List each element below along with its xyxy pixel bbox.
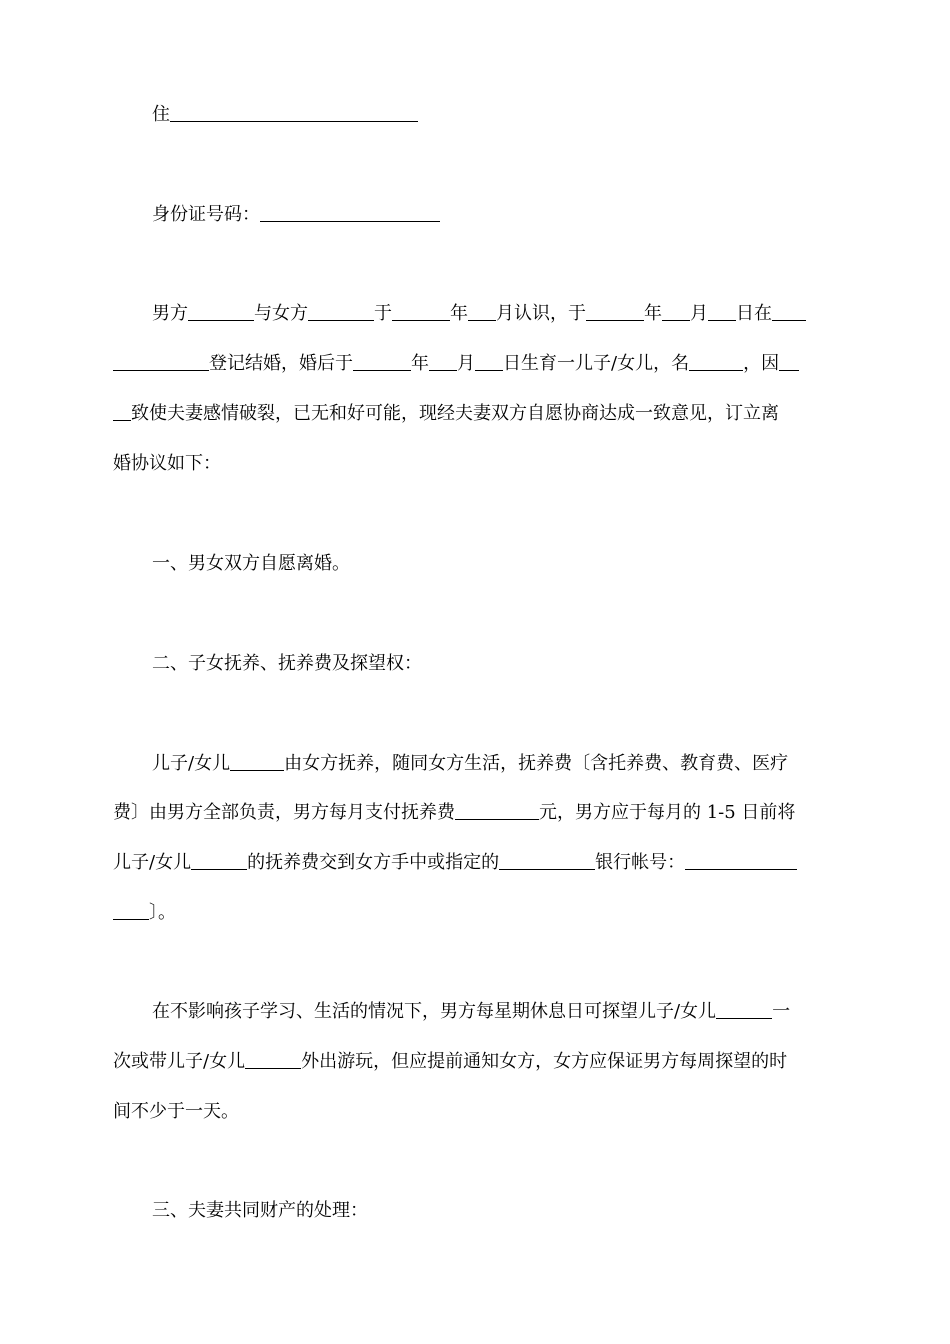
intro-text: 年 bbox=[450, 303, 468, 324]
address-blank bbox=[170, 103, 418, 122]
intro-text: 月 bbox=[457, 353, 475, 374]
support-line-1 bbox=[152, 752, 837, 776]
visit-line-3 bbox=[113, 1100, 837, 1124]
id-number-label: 身份证号码： bbox=[152, 204, 260, 225]
id-number-line bbox=[152, 203, 837, 227]
intro-text: 日生育一儿子/女儿，名 bbox=[503, 353, 690, 374]
intro-text: 登记结婚，婚后于 bbox=[209, 353, 353, 374]
support-text: 的抚养费交到女方手中或指定的 bbox=[247, 852, 500, 873]
blank bbox=[779, 352, 799, 371]
intro-text: 男方 bbox=[152, 303, 188, 324]
intro-line-4 bbox=[113, 452, 837, 476]
blank bbox=[586, 302, 644, 321]
support-line-2 bbox=[113, 801, 837, 825]
blank bbox=[716, 1000, 772, 1019]
intro-text: ，因 bbox=[743, 353, 780, 374]
section-1-heading bbox=[152, 552, 837, 576]
intro-text: 月认识，于 bbox=[496, 303, 586, 324]
blank bbox=[113, 901, 149, 920]
blank bbox=[772, 302, 806, 321]
blank bbox=[475, 352, 503, 371]
visit-text: 次或带儿子/女儿 bbox=[113, 1051, 246, 1072]
address-line bbox=[152, 103, 837, 127]
blank bbox=[455, 801, 539, 820]
visit-text: 一 bbox=[772, 1001, 791, 1022]
blank bbox=[113, 352, 209, 371]
intro-line-2 bbox=[113, 352, 837, 376]
intro-text: 婚协议如下： bbox=[113, 453, 221, 474]
visit-text: 外出游玩，但应提前通知女方，女方应保证男方每周探望的时 bbox=[301, 1051, 788, 1072]
blank bbox=[468, 302, 496, 321]
blank bbox=[392, 302, 450, 321]
intro-text: 于 bbox=[374, 303, 392, 324]
section-2-heading bbox=[152, 652, 837, 676]
blank bbox=[191, 851, 247, 870]
intro-line-3 bbox=[113, 402, 837, 426]
intro-text: 日在 bbox=[736, 303, 772, 324]
support-line-4 bbox=[113, 901, 837, 925]
visit-text: 在不影响孩子学习、生活的情况下，男方每星期休息日可探望儿子/女儿 bbox=[152, 1001, 717, 1022]
blank bbox=[662, 302, 690, 321]
blank bbox=[308, 302, 374, 321]
support-line-3 bbox=[113, 851, 837, 875]
bank-account-blank bbox=[685, 851, 797, 870]
intro-text: 年 bbox=[411, 353, 429, 374]
intro-text: 月 bbox=[690, 303, 708, 324]
support-text: 〕。 bbox=[149, 902, 176, 923]
visit-line-2 bbox=[113, 1050, 837, 1074]
blank bbox=[353, 352, 411, 371]
support-text: 费〕由男方全部负责，男方每月支付抚养费 bbox=[113, 802, 455, 823]
visit-line-1 bbox=[152, 1000, 837, 1024]
support-text: 由女方抚养，随同女方生活，抚养费〔含托养费、教育费、医疗 bbox=[284, 753, 789, 774]
intro-text: 与女方 bbox=[254, 303, 308, 324]
blank bbox=[499, 851, 595, 870]
blank bbox=[429, 352, 457, 371]
support-text: 儿子/女儿 bbox=[113, 852, 192, 873]
section-text: 一、男女双方自愿离婚。 bbox=[152, 553, 350, 574]
blank bbox=[230, 752, 284, 771]
support-text: 银行帐号： bbox=[595, 852, 686, 873]
blank bbox=[708, 302, 736, 321]
support-text: 儿子/女儿 bbox=[152, 753, 231, 774]
intro-line-1 bbox=[152, 302, 837, 326]
section-text: 二、子女抚养、抚养费及探望权： bbox=[152, 653, 422, 674]
blank bbox=[245, 1050, 301, 1069]
section-3-heading bbox=[152, 1199, 837, 1223]
blank bbox=[188, 302, 254, 321]
blank bbox=[113, 402, 131, 421]
support-text: 元，男方应于每月的 1-5 日前将 bbox=[539, 802, 796, 823]
section-text: 三、夫妻共同财产的处理： bbox=[152, 1200, 368, 1221]
visit-text: 间不少于一天。 bbox=[113, 1101, 239, 1122]
id-number-blank bbox=[260, 203, 440, 222]
blank bbox=[689, 352, 743, 371]
address-label: 住 bbox=[152, 104, 170, 125]
intro-text: 年 bbox=[644, 303, 662, 324]
intro-text: 致使夫妻感情破裂，已无和好可能，现经夫妻双方自愿协商达成一致意见，订立离 bbox=[131, 403, 779, 424]
